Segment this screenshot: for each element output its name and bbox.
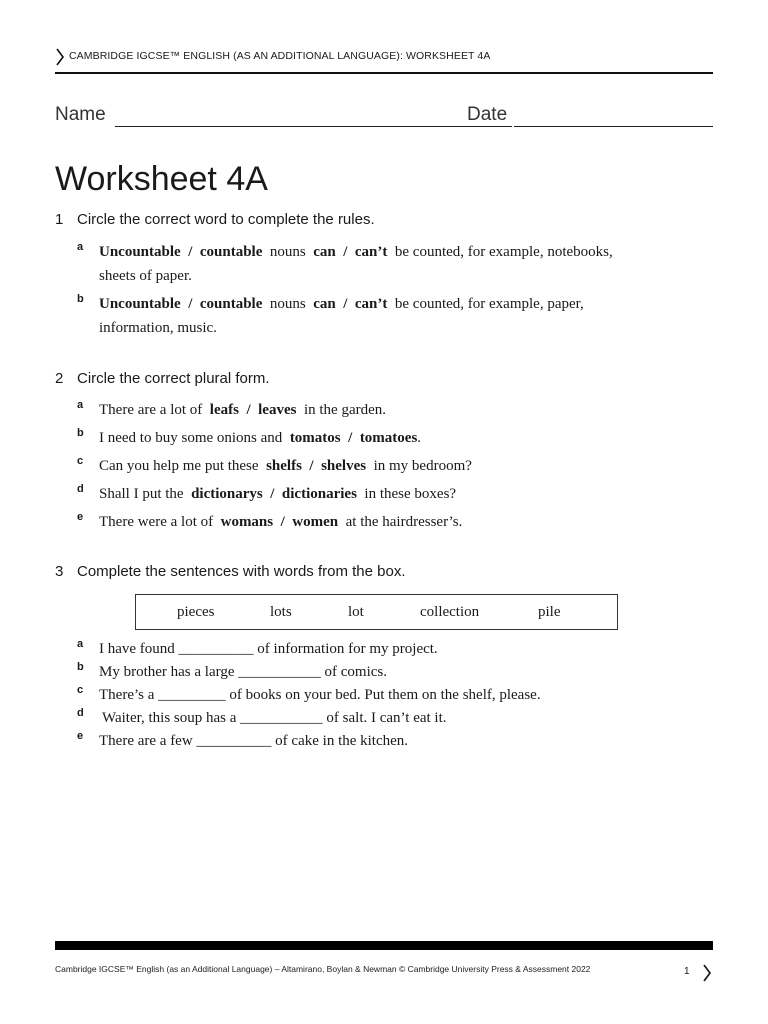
item-letter: a [77, 399, 84, 411]
item-body [99, 292, 659, 340]
item-body [99, 510, 659, 534]
item-text: in these boxes? [364, 486, 457, 502]
running-header [55, 46, 713, 68]
option-word[interactable]: can’t [354, 296, 388, 312]
option-word[interactable]: dictionaries [281, 486, 357, 502]
option-word[interactable]: Uncountable [99, 296, 181, 312]
item-letter: d [77, 707, 84, 719]
option-word[interactable]: womans [220, 514, 274, 530]
item-body [99, 454, 659, 478]
name-label: Name [55, 104, 106, 125]
item-text: information, music. [99, 320, 217, 336]
word-box-item: pile [538, 604, 561, 620]
footer-copyright: Cambridge IGCSE™ English (as an Additional Language) – Altamirano, Boylan & Newman © Cambridge University Press & Assessment 2022 [55, 964, 591, 974]
item-text: be counted, for example, notebooks, [394, 244, 613, 260]
item-letter: c [77, 455, 84, 467]
item-text: nouns [269, 244, 306, 260]
item-text: Shall I put the [99, 486, 184, 502]
item-text: I need to buy some onions and [99, 430, 283, 446]
item-body[interactable]: Waiter, this soup has a ___________ of salt. I can’t eat it. [102, 710, 447, 726]
chevron-right-icon[interactable] [702, 964, 712, 982]
option-word[interactable]: women [292, 514, 339, 530]
option-word[interactable]: tomatos [289, 430, 341, 446]
item-body [99, 398, 659, 422]
word-box-item: lots [270, 604, 292, 620]
item-body[interactable]: There are a few __________ of cake in the kitchen. [99, 733, 409, 749]
item-letter: e [77, 730, 84, 742]
header-divider [55, 72, 713, 74]
option-word[interactable]: countable [199, 296, 263, 312]
option-word[interactable]: leafs [209, 402, 239, 418]
option-word[interactable]: Uncountable [99, 244, 181, 260]
option-separator: / [343, 244, 348, 260]
question-instruction: Circle the correct plural form. [77, 370, 270, 387]
item-letter: a [77, 241, 84, 253]
item-text: sheets of paper. [99, 268, 192, 284]
header-text: CAMBRIDGE IGCSE™ ENGLISH (AS AN ADDITIONAL LANGUAGE): WORKSHEET 4A [69, 50, 491, 62]
item-body[interactable]: There’s a _________ of books on your bed. Put them on the shelf, please. [99, 687, 541, 703]
page-title: Worksheet 4A [55, 160, 268, 198]
option-separator: / [343, 296, 348, 312]
item-body [99, 482, 659, 506]
item-letter: d [77, 483, 84, 495]
item-text: There were a lot of [99, 514, 214, 530]
chevron-right-icon [55, 48, 65, 66]
question-number: 1 [55, 211, 64, 228]
option-word[interactable]: can’t [354, 244, 388, 260]
footer-bar [55, 941, 713, 950]
item-letter: b [77, 427, 84, 439]
item-body [99, 240, 659, 288]
item-letter: e [77, 511, 84, 523]
item-text: nouns [269, 296, 306, 312]
item-body [99, 426, 659, 450]
option-word[interactable]: shelves [321, 458, 367, 474]
word-box [135, 594, 618, 630]
option-word[interactable]: can [313, 244, 336, 260]
item-letter: b [77, 293, 84, 305]
option-word[interactable]: countable [199, 244, 263, 260]
question-number: 2 [55, 370, 64, 387]
item-text: in the garden. [303, 402, 387, 418]
item-body[interactable]: I have found __________ of information for my project. [99, 641, 438, 657]
item-text: . [417, 430, 422, 446]
question-number: 3 [55, 563, 64, 580]
option-separator: / [280, 514, 285, 530]
name-field-line[interactable] [115, 126, 512, 127]
item-letter: b [77, 661, 84, 673]
question-instruction: Complete the sentences with words from the box. [77, 563, 406, 580]
date-label: Date [467, 104, 508, 125]
option-word[interactable]: shelfs [266, 458, 302, 474]
item-letter: a [77, 638, 84, 650]
item-text: be counted, for example, paper, [394, 296, 584, 312]
word-box-item: lot [348, 604, 364, 620]
option-word[interactable]: tomatoes [359, 430, 418, 446]
option-separator: / [309, 458, 314, 474]
option-separator: / [270, 486, 275, 502]
item-text: at the hairdresser’s. [345, 514, 463, 530]
item-body[interactable]: My brother has a large ___________ of comics. [99, 664, 387, 680]
option-separator: / [348, 430, 353, 446]
option-separator: / [246, 402, 251, 418]
word-box-item: pieces [177, 604, 215, 620]
option-word[interactable]: leaves [258, 402, 297, 418]
page-number: 1 [684, 966, 690, 977]
item-letter: c [77, 684, 84, 696]
option-separator: / [188, 296, 193, 312]
item-text: in my bedroom? [373, 458, 472, 474]
word-box-item: collection [420, 604, 480, 620]
date-field-line[interactable] [514, 126, 713, 127]
question-instruction: Circle the correct word to complete the rules. [77, 211, 375, 228]
name-date-row [55, 104, 713, 130]
option-separator: / [188, 244, 193, 260]
item-text: Can you help me put these [99, 458, 259, 474]
item-text: There are a lot of [99, 402, 203, 418]
option-word[interactable]: can [313, 296, 336, 312]
option-word[interactable]: dictionarys [191, 486, 263, 502]
